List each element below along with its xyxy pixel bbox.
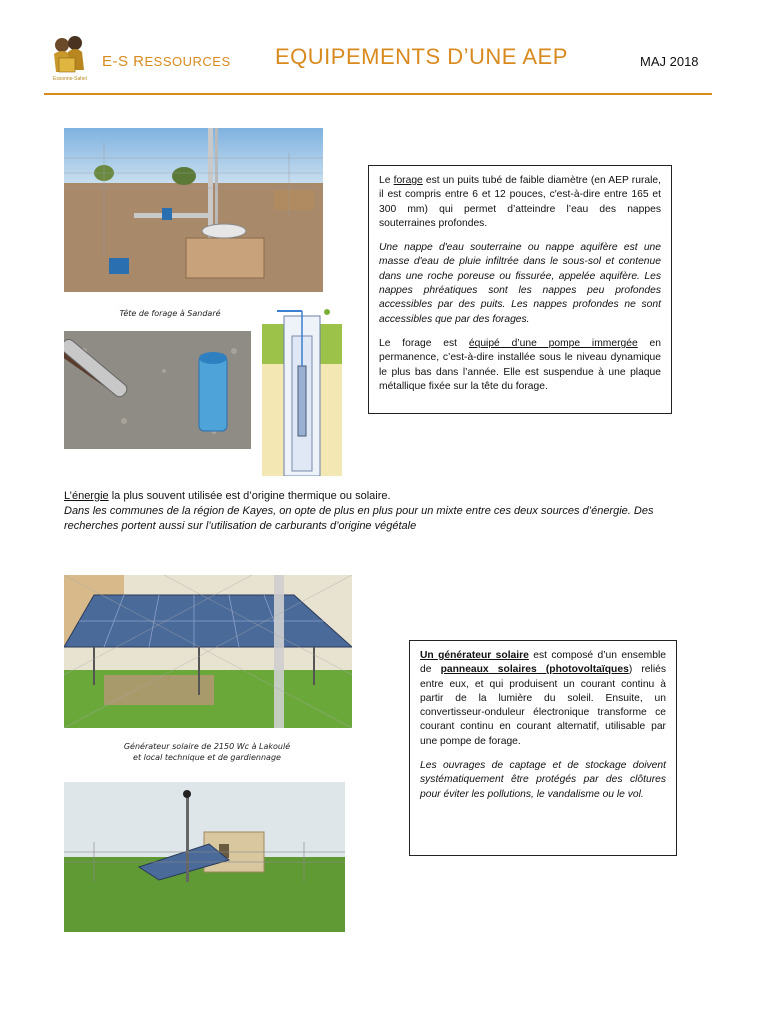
energy-detail: Dans les communes de la région de Kayes, on opte de plus en plus pour un mixte entre ces deux sources d’énergie. Des recherches portent aussi sur l’utilisation de carburants d’origine végétale: [64, 505, 654, 532]
essonne-sahel-logo: [44, 32, 96, 84]
page-title: EQUIPEMENTS D’UNE AEP: [275, 44, 568, 69]
solar-generator-keyword: Un générateur solaire: [420, 650, 529, 661]
pump-keyword: équipé d’une pompe immergée: [468, 337, 638, 349]
aquifer-paragraph: Une nappe d'eau souterraine ou nappe aquifère est une masse d'eau de pluie infiltrée dans le sous-sol et contenue dans une roche poreuse ou fissurée, appelée aquifère. Les nappes phréatiques sont les nappes peu profondes accessibles par des puits. Les nappes profondes ne sont accessibles que par des forages.: [379, 242, 661, 325]
well-cross-section-diagram: [262, 306, 342, 476]
energy-keyword: L’énergie: [64, 490, 109, 502]
pump-paragraph: Le forage est équipé d’une pompe immergée en permanence, c’est-à-dire installée sous le niveau dynamique le plus bas dans l’année. Elle est suspendue à une plaque métallique fixée sur la tête du forage.: [379, 337, 661, 392]
solar-generator-caption: Générateur solaire de 2150 Wc à Lakoulé et local technique et de gardiennage: [123, 742, 291, 762]
forage-keyword: forage: [393, 175, 423, 186]
forage-head-photo: [64, 128, 323, 292]
logo-text: Essonne-Sahel: [53, 76, 87, 82]
submersible-pump-photo: [64, 331, 251, 449]
solar-generator-box: [409, 640, 677, 856]
solar-generator-paragraph: Un générateur solaire est composé d’un ensemble de panneaux solaires (photovoltaïques) reliés entre eux, et qui produisent un courant continu à partir de la lumière du soleil. Ensuite, un convertisseur-onduleur électronique transforme ce courant continu en courant alternatif, utilisable par une pompe de forage.: [420, 650, 666, 747]
brand-name: [102, 53, 231, 70]
forage-head-caption: Tête de forage à Sandaré: [119, 309, 221, 318]
solar-generator-photo: [64, 575, 352, 728]
energy-paragraph: L’énergie la plus souvent utilisée est d’origine thermique ou solaire. Dans les communes de la région de Kayes, on opte de plus en plus pour un mixte entre ces deux sources d’énergie. Des recherches portent aussi sur l’utilisation de carburants d’origine végétale: [64, 489, 704, 534]
forage-paragraph: Le forage est un puits tubé de faible diamètre (en AEP rurale, il est compris entre 6 et 12 pouces, c'est-à-dire entre 165 et 300 mm) qui permet d’atteindre l’eau des nappes souterraines profondes.: [379, 175, 661, 229]
fence-protection-paragraph: Les ouvrages de captage et de stockage doivent systématiquement être protégés par des clôtures pour éviter les pollutions, le vandalisme ou le vol.: [420, 760, 666, 800]
brand-initial: E-S R: [102, 53, 145, 70]
forage-description-box: [368, 165, 672, 414]
technical-building-photo: [64, 782, 345, 932]
brand-rest: ESSOURCES: [144, 54, 231, 69]
header-divider: [44, 93, 712, 95]
solar-panels-keyword: panneaux solaires (photovoltaïques: [440, 664, 629, 676]
update-date: MAJ 2018: [640, 54, 699, 69]
